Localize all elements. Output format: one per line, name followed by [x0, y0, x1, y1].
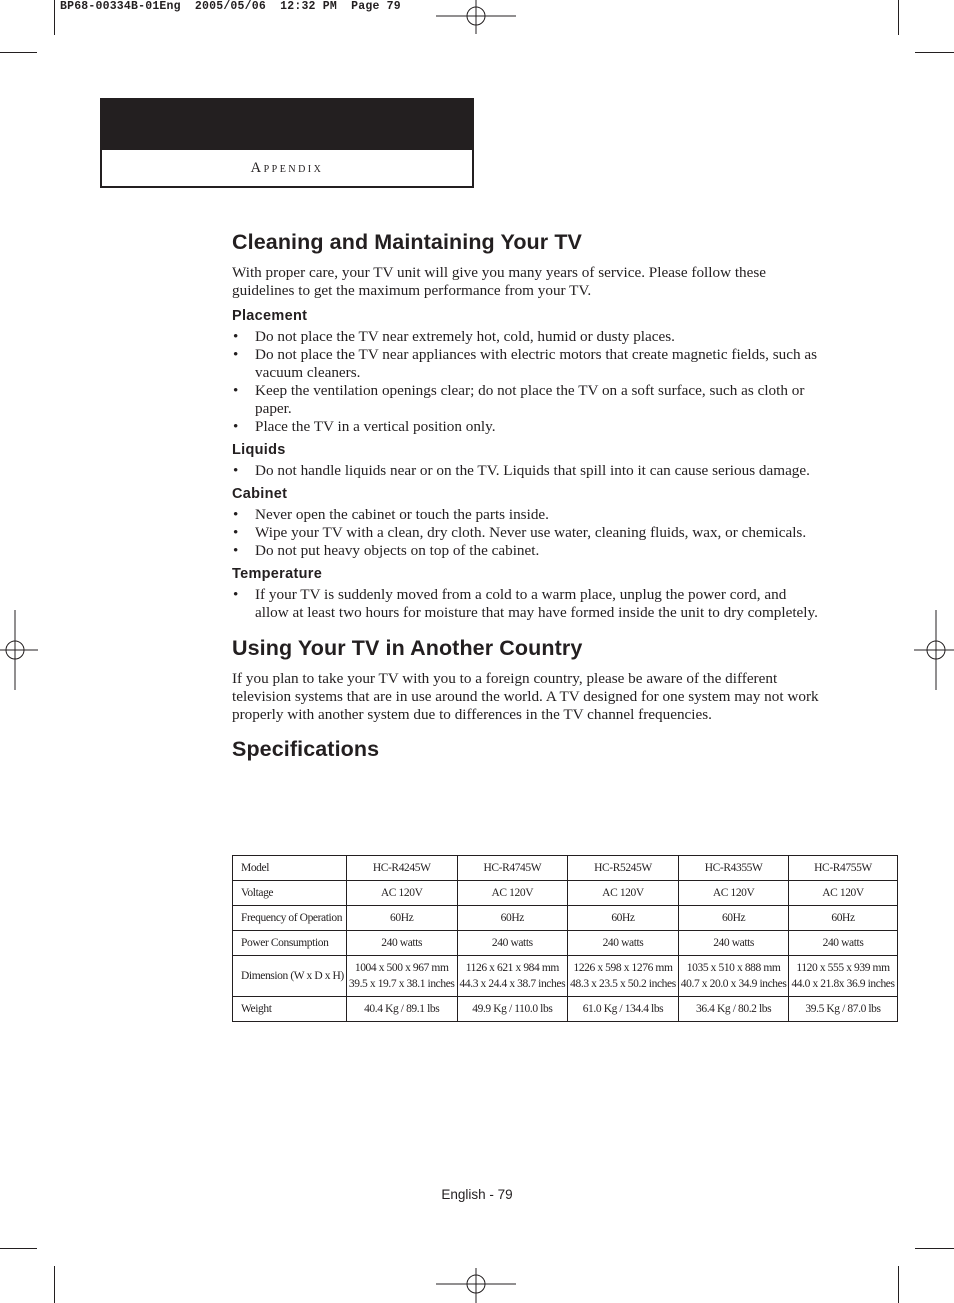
list-item: • Keep the ventilation openings clear; do not place the TV on a soft surface, such as cloth or paper.	[233, 382, 805, 417]
specs-title: Specifications	[232, 737, 380, 761]
table-cell: 1126 x 621 x 984 mm 44.3 x 24.4 x 38.7 inches	[457, 956, 568, 997]
list-item: • Do not place the TV near appliances with electric motors that create magnetic fields, such as vacuum cleaners.	[233, 346, 818, 381]
table-cell: 240 watts	[346, 931, 457, 956]
table-cell: Voltage	[233, 881, 347, 906]
table-header-cell: HC-R5245W	[568, 856, 679, 881]
list-item: • Place the TV in a vertical position only.	[233, 418, 496, 435]
table-cell: 39.5 Kg / 87.0 lbs	[789, 997, 897, 1022]
temperature-section	[232, 566, 822, 622]
table-cell: 60Hz	[568, 906, 679, 931]
country-title: Using Your TV in Another Country	[232, 636, 583, 660]
list-item: • Do not place the TV near extremely hot, cold, humid or dusty places.	[233, 328, 675, 345]
print-slug: BP68-00334B-01Eng 2005/05/06 12:32 PM Page 79	[60, 0, 401, 13]
registration-mark-right-icon	[914, 610, 954, 690]
placement-heading: Placement	[232, 308, 308, 324]
table-cell: 60Hz	[789, 906, 897, 931]
table-cell: 240 watts	[789, 931, 897, 956]
table-cell: Frequency of Operation	[233, 906, 347, 931]
list-item: • Never open the cabinet or touch the parts inside.	[233, 506, 549, 523]
appendix-header	[100, 98, 474, 188]
list-item: • Do not put heavy objects on top of the cabinet.	[233, 542, 540, 559]
registration-mark-left-icon	[0, 610, 38, 690]
cleaning-title: Cleaning and Maintaining Your TV	[232, 230, 583, 254]
table-row	[233, 997, 898, 1022]
table-header-cell: HC-R4245W	[346, 856, 457, 881]
table-cell: 40.4 Kg / 89.1 lbs	[346, 997, 457, 1022]
temperature-heading: Temperature	[232, 566, 323, 582]
specs-table	[232, 855, 898, 1022]
list-item: • If your TV is suddenly moved from a cold to a warm place, unplug the power cord, and allow at least two hours for moisture that may have formed inside the unit to dry completely.	[233, 586, 818, 621]
table-row	[233, 881, 898, 906]
table-cell: 60Hz	[678, 906, 789, 931]
table-cell: 49.9 Kg / 110.0 lbs	[457, 997, 568, 1022]
table-row	[233, 856, 898, 881]
table-cell: 60Hz	[457, 906, 568, 931]
table-cell: 61.0 Kg / 134.4 lbs	[568, 997, 679, 1022]
table-cell: 36.4 Kg / 80.2 lbs	[678, 997, 789, 1022]
registration-mark-bottom-icon	[436, 1268, 516, 1303]
table-header-cell: Model	[233, 856, 347, 881]
table-cell: Power Consumption	[233, 931, 347, 956]
table-cell: Dimension (W x D x H)	[233, 956, 347, 997]
table-cell: 1226 x 598 x 1276 mm 48.3 x 23.5 x 50.2 inches	[568, 956, 679, 997]
table-header-cell: HC-R4755W	[789, 856, 897, 881]
table-cell: 240 watts	[457, 931, 568, 956]
appendix-label: Appendix	[250, 160, 324, 176]
table-cell: 1035 x 510 x 888 mm 40.7 x 20.0 x 34.9 inches	[678, 956, 789, 997]
table-cell: 240 watts	[568, 931, 679, 956]
table-cell: 60Hz	[346, 906, 457, 931]
cabinet-section	[232, 486, 822, 560]
table-cell: AC 120V	[346, 881, 457, 906]
table-row	[233, 956, 898, 997]
country-body: If you plan to take your TV with you to a foreign country, please be aware of the different television systems that are in use around the world. A TV designed for one system may not work properly with another system due to differences in the TV channel frequencies.	[232, 670, 819, 723]
liquids-section	[232, 442, 822, 480]
list-item: • Wipe your TV with a clean, dry cloth. Never use water, cleaning fluids, wax, or chemicals.	[233, 524, 807, 541]
cabinet-heading: Cabinet	[232, 486, 288, 502]
table-cell: AC 120V	[568, 881, 679, 906]
table-cell: 240 watts	[678, 931, 789, 956]
table-cell: 1004 x 500 x 967 mm 39.5 x 19.7 x 38.1 inches	[346, 956, 457, 997]
table-row	[233, 931, 898, 956]
table-header-cell: HC-R4355W	[678, 856, 789, 881]
main-content	[232, 230, 822, 771]
registration-mark-top-icon	[436, 0, 516, 34]
table-row	[233, 906, 898, 931]
table-header-cell: HC-R4745W	[457, 856, 568, 881]
list-item: • Do not handle liquids near or on the TV. Liquids that spill into it can cause serious damage.	[233, 462, 810, 479]
appendix-header-bar	[102, 100, 472, 150]
table-cell: Weight	[233, 997, 347, 1022]
table-cell: AC 120V	[457, 881, 568, 906]
table-cell: AC 120V	[678, 881, 789, 906]
table-cell: 1120 x 555 x 939 mm 44.0 x 21.8x 36.9 inches	[789, 956, 897, 997]
placement-section	[232, 308, 822, 436]
table-cell: AC 120V	[789, 881, 897, 906]
page-number: English - 79	[441, 1187, 513, 1202]
liquids-heading: Liquids	[232, 442, 286, 458]
cleaning-intro: With proper care, your TV unit will give you many years of service. Please follow these guidelines to get the maximum performance from your TV.	[232, 264, 767, 299]
